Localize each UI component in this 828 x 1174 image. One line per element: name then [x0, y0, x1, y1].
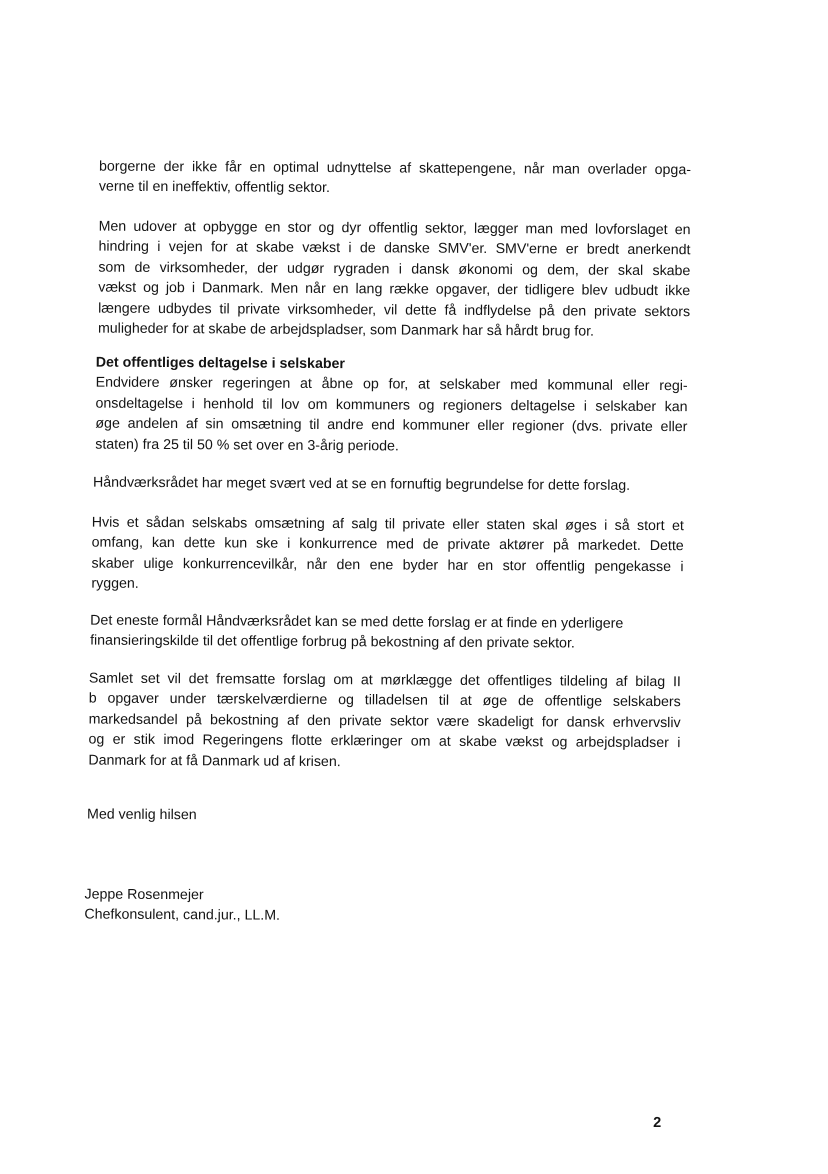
signature-title: Chefkonsulent, cand.jur., LL.M.: [84, 906, 281, 925]
signature-block: [84, 885, 484, 928]
text-line: længere udbydes til private virksomheder, vil dette få indflydelse på den private sektors: [98, 300, 691, 320]
paragraph-6: [90, 611, 682, 655]
text-line: øge andelen af sin omsætning til andre end kommuner eller regioner (dvs. private eller: [95, 415, 688, 436]
text-line: vækst og job i Danmark. Men når en lang række opgaver, der tidligere blev udbudt ikke: [98, 279, 691, 300]
text-line: hindring i vejen for at skabe vækst i de danske SMV'er. SMV'erne er bredt anerkendt: [98, 239, 691, 259]
text-line: staten) fra 25 til 50 % set over en 3-årig periode.: [95, 436, 399, 455]
text-line: og er stik imod Regeringens flotte erklæringer om at skabe vækst og arbejdspladser i: [88, 731, 681, 752]
signature-name: Jeppe Rosenmejer: [84, 886, 204, 904]
paragraph-1: [99, 157, 691, 201]
paragraph-2: [98, 217, 691, 343]
section-offentlige-selskaber: [95, 353, 688, 459]
text-line: skaber ulige konkurrencevilkår, når den ene byder har en stor offentlig pengekasse i: [91, 555, 684, 575]
text-line: omfang, kan dette kun ske i konkurrence med de private aktører på markedet. Dette: [91, 534, 684, 555]
text-line: onsdeltagelse i henhold til lov om kommuners og regioners deltagelse i selskaber kan: [95, 395, 688, 416]
text-line: finansieringskilde til det offentlige forbrug på bekostning af den private sektor.: [90, 632, 575, 652]
closing-text: Med venlig hilsen: [86, 806, 197, 824]
text-line: Endvidere ønsker regeringen at åbne op for, at selskaber med kommunal eller regi-: [95, 374, 688, 395]
text-line: borgerne der ikke får en optimal udnyttelse af skattepengene, når man overlader opga-: [98, 158, 692, 179]
text-line: Samlet set vil det fremsatte forslag om at mørklægge det offentliges tildeling af bilag II: [88, 670, 681, 691]
paragraph-5: [91, 513, 683, 598]
text-line: ryggen.: [91, 575, 139, 593]
closing: [87, 805, 487, 828]
text-line: Men udover at opbygge en stor og dyr offentlig sektor, lægger man med lovforslaget en: [98, 218, 691, 239]
text-line: b opgaver under tærskelværdierne og tilladelsen til at øge de offentlige selskabers: [88, 690, 681, 711]
paragraph-7: [88, 669, 681, 775]
text-line: Det eneste formål Håndværksrådet kan se med dette forslag er at finde en yderligere: [90, 612, 624, 632]
paragraph-4: [93, 473, 685, 497]
section-heading: Det offentliges deltagelse i selskaber: [95, 354, 346, 373]
text-line: muligheder for at skabe de arbejdspladser, som Danmark har så hårdt brug for.: [97, 320, 595, 340]
text-line: Danmark for at få Danmark ud af krisen.: [88, 752, 341, 770]
text-line: verne til en ineffektiv, offentlig sektor.: [98, 179, 330, 197]
text-line: Hvis et sådan selskabs omsætning af salg til private eller staten skal øges i så stort et: [91, 514, 684, 535]
page-number: 2: [653, 1115, 662, 1132]
text-line: som de virksomheder, der udgør rygraden i dansk økonomi og dem, der skal skabe: [98, 259, 691, 280]
text-line: Håndværksrådet har meget svært ved at se en fornuftig begrundelse for dette forslag.: [93, 474, 631, 494]
text-line: markedsandel på bekostning af den private sektor være skadeligt for dansk erhvervsliv: [88, 711, 681, 731]
